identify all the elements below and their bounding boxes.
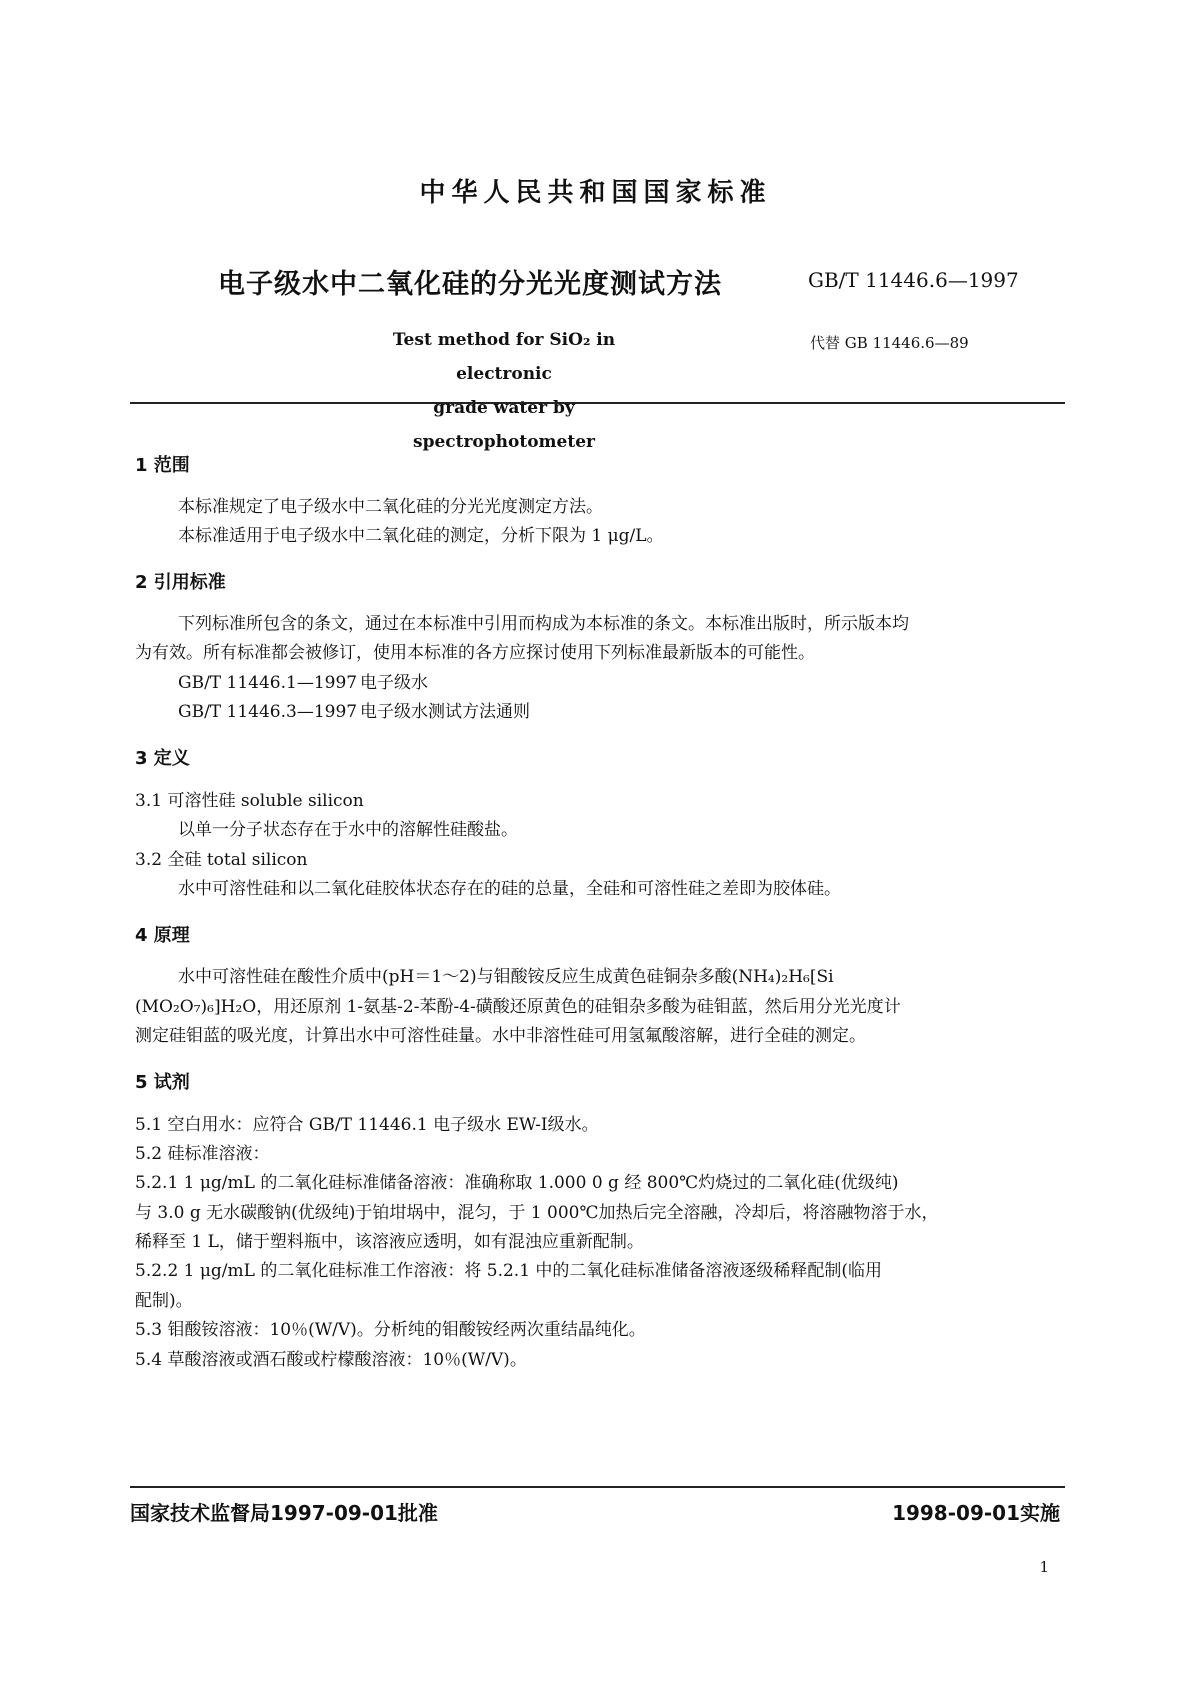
section-4-line-2: (MO₂O₇)₆]H₂O，用还原剂 1-氨基-2-苯酚-4-磺酸还原黄色的硅钼杂多酸为硅钼蓝，然后用分光光度计: [135, 997, 901, 1017]
english-title: [344, 323, 664, 459]
item-5-1: 5.1 空白用水：应符合 GB/T 11446.1 电子级水 EW-Ⅰ级水。: [135, 1115, 599, 1135]
section-3-heading: 3 定义: [135, 748, 190, 769]
reference-code: GB/T 11446.3—1997: [178, 702, 358, 722]
item-5-2-1-line-3: 稀释至 1 L，储于塑料瓶中，该溶液应透明，如有混浊应重新配制。: [135, 1232, 644, 1252]
page-number: 1: [1039, 1558, 1049, 1576]
reference-code: GB/T 11446.1—1997: [178, 673, 358, 693]
section-4-line-1: 水中可溶性硅在酸性介质中(pH＝1～2)与钼酸铵反应生成黄色硅铜杂多酸(NH₄)₂H₆[Si: [178, 967, 834, 987]
section-2-paragraph-line-1: 下列标准所包含的条文，通过在本标准中引用而构成为本标准的条文。本标准出版时，所示版本均: [178, 614, 909, 634]
item-5-3: 5.3 钼酸铵溶液：10％(W/V)。分析纯的钼酸铵经两次重结晶纯化。: [135, 1320, 646, 1340]
definition-3-2-text: 水中可溶性硅和以二氧化硅胶体状态存在的硅的总量，全硅和可溶性硅之差即为胶体硅。: [178, 879, 841, 899]
item-5-4: 5.4 草酸溶液或酒石酸或柠檬酸溶液：10％(W/V)。: [135, 1350, 527, 1370]
effective-date: 1998-09-01实施: [892, 1501, 1060, 1525]
section-4-heading: 4 原理: [135, 925, 190, 946]
section-4-line-3: 测定硅钼蓝的吸光度，计算出水中可溶性硅量。水中非溶性硅可用氢氟酸溶解，进行全硅的测定。: [135, 1026, 866, 1046]
section-2-heading: 2 引用标准: [135, 572, 226, 593]
reference-item: [178, 668, 428, 698]
definition-3-1-text: 以单一分子状态存在于水中的溶解性硅酸盐。: [178, 820, 518, 840]
item-5-2: 5.2 硅标准溶液：: [135, 1144, 270, 1164]
section-1-paragraph-2: 本标准适用于电子级水中二氧化硅的测定，分析下限为 1 μg/L。: [178, 526, 664, 546]
section-2-paragraph-line-2: 为有效。所有标准都会被修订，使用本标准的各方应探讨使用下列标准最新版本的可能性。: [135, 643, 815, 663]
item-5-2-1-line-2: 与 3.0 g 无水碳酸钠(优级纯)于铂坩埚中，混匀，于 1 000℃加热后完全溶融，冷却后，将溶融物溶于水，: [135, 1203, 939, 1223]
footer-divider: [130, 1486, 1065, 1488]
reference-title: 电子级水: [360, 673, 428, 693]
english-title-line-1: Test method for SiO₂ in electronic: [392, 330, 616, 384]
standard-number: GB/T 11446.6—1997: [808, 268, 1019, 292]
english-title-line-2: grade water by spectrophotometer: [413, 398, 595, 452]
replaces-standard: 代替 GB 11446.6—89: [810, 334, 969, 352]
item-5-2-2-line-2: 配制)。: [135, 1291, 193, 1311]
reference-item: [178, 697, 530, 727]
section-1-heading: 1 范围: [135, 455, 190, 476]
definition-3-2-term: 3.2 全硅 total silicon: [135, 850, 308, 870]
section-5-heading: 5 试剂: [135, 1072, 190, 1093]
header-divider: [130, 402, 1065, 404]
approval-date: 国家技术监督局1997-09-01批准: [130, 1501, 438, 1525]
document-title: 电子级水中二氧化硅的分光光度测试方法: [218, 269, 722, 300]
item-5-2-1-line-1: 5.2.1 1 μg/mL 的二氧化硅标准储备溶液：准确称取 1.000 0 g 经 800℃灼烧过的二氧化硅(优级纯): [135, 1173, 899, 1193]
item-5-2-2-line-1: 5.2.2 1 μg/mL 的二氧化硅标准工作溶液：将 5.2.1 中的二氧化硅标准储备溶液逐级稀释配制(临用: [135, 1261, 883, 1281]
reference-title: 电子级水测试方法通则: [360, 702, 530, 722]
definition-3-1-term: 3.1 可溶性硅 soluble silicon: [135, 791, 364, 811]
org-title: 中华人民共和国国家标准: [419, 178, 772, 208]
section-1-paragraph-1: 本标准规定了电子级水中二氧化硅的分光光度测定方法。: [178, 497, 603, 517]
